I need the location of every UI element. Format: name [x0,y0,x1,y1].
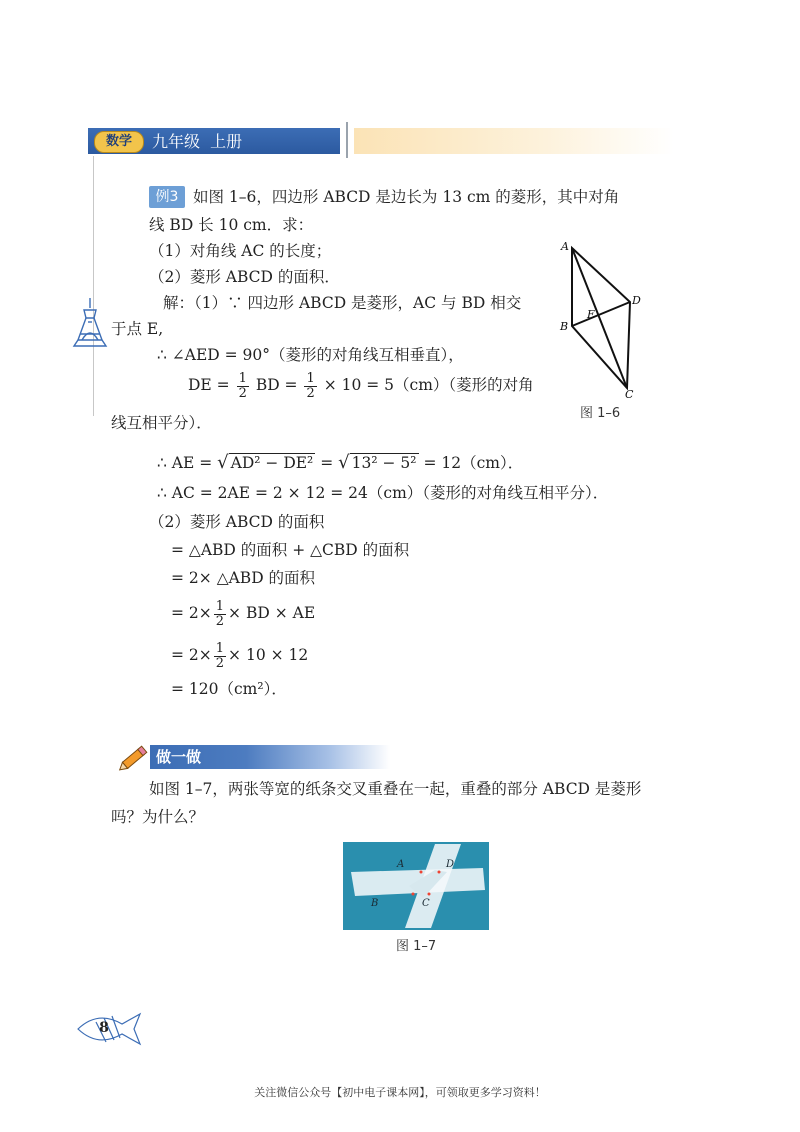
vertex-label-e: E [587,308,596,321]
figure-1-7-paper-strips [343,842,489,930]
margin-line [93,156,94,416]
ae-equation: ∴ AE = √ AD² − DE² = √ 13² − 5² = 12（cm）． [157,452,524,473]
part2-heading: （2）菱形 ABCD 的面积 [149,513,325,531]
header-divider [346,122,348,158]
de-mid-1: BD = [255,376,298,394]
fraction: $\frac{1}{2}$ [215,598,225,629]
example-line-2: 线 BD 长 10 cm．求： [149,216,314,234]
book-title: 九年级 上册 [152,132,243,151]
vertex-label-d: D [446,859,455,870]
vertex-label-a: A [561,240,569,253]
example-line-1: 如图 1–6，四边形 ABCD 是边长为 13 cm 的菱形，其中对角 [193,188,620,206]
solution-line-5: 线互相平分）． [111,414,212,432]
page-number: 8 [99,1020,109,1036]
vertex-label-c: C [625,388,634,400]
de-mid-2: × 10 = 5（cm）（菱形的对角 [323,376,534,394]
de-prefix: DE = [188,376,230,394]
part2-line-1: = △ABD 的面积 + △CBD 的面积 [171,541,410,559]
de-equation [188,368,534,402]
footer-note: 关注微信公众号【初中电子课本网】，可领取更多学习资料！ [254,1086,546,1099]
vertex-label-b: B [560,320,569,333]
vertex-label-c: C [422,898,430,909]
figure-1-6-rhombus [555,238,645,400]
question-1: （1）对角线 AC 的长度； [149,242,332,260]
solution-line-3: ∴ ∠AED = 90°（菱形的对角线互相垂直）， [157,346,464,364]
sqrt-sign: √ [217,452,229,473]
question-2: （2）菱形 ABCD 的面积． [149,268,340,286]
part2-line-4: = 2× $\frac{1}{2}$ × 10 × 12 [171,640,309,671]
vertex-label-d: D [632,294,641,307]
activity-line-1: 如图 1–7，两张等宽的纸条交叉重叠在一起，重叠的部分 ABCD 是菱形 [149,780,642,798]
fraction: $\frac{1}{2}$ [238,370,247,401]
fraction: $\frac{1}{2}$ [306,370,315,401]
example-badge: 例3 [149,186,185,208]
solution-line-2: 于点 E, [111,320,164,338]
ac-equation: ∴ AC = 2AE = 2 × 12 = 24（cm）（菱形的对角线互相平分）． [157,484,609,502]
figure-1-6-caption: 图 1–6 [580,406,621,421]
header-stripe [354,128,674,154]
vertex-label-b: B [371,898,379,909]
tower-icon [70,296,110,350]
activity-title: 做一做 [156,748,202,766]
part2-line-2: = 2× △ABD 的面积 [171,569,316,587]
subject-badge: 数学 [94,131,144,153]
part2-line-5: = 120（cm²）． [171,680,287,698]
figure-1-7-caption: 图 1–7 [396,939,437,954]
pencil-icon [118,742,152,772]
sqrt-sign: √ [338,452,350,473]
vertex-label-a: A [397,859,405,870]
solution-line-1: 解：（1）∵ 四边形 ABCD 是菱形，AC 与 BD 相交 [163,294,522,312]
activity-line-2: 吗？为什么？ [111,808,205,826]
part2-line-3: = 2× $\frac{1}{2}$ × BD × AE [171,598,316,629]
fraction: $\frac{1}{2}$ [215,640,225,671]
